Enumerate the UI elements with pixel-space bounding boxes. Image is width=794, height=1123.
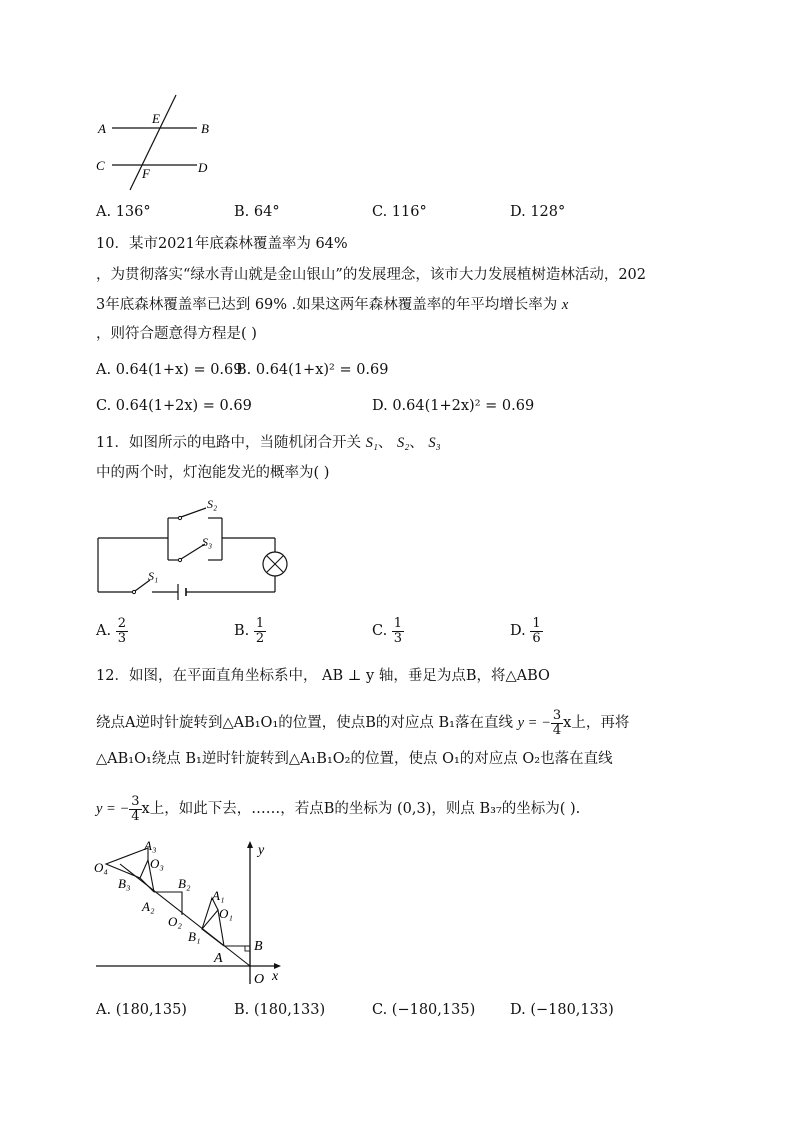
q11-sep-1: 、 — [377, 435, 393, 451]
q9-option-a[interactable]: A. 136° — [96, 204, 151, 220]
circuit-label-s1: S₁ — [148, 569, 159, 583]
q11-option-c[interactable] — [372, 617, 404, 645]
q12-option-b[interactable]: B. (180,133) — [234, 1002, 326, 1018]
fig-label-b3: B₃ — [118, 876, 131, 891]
q11-option-b-num: 1 — [255, 616, 265, 631]
q11-option-c-letter: C. — [372, 623, 388, 640]
fig-label-o: O — [254, 972, 265, 987]
q11-option-c-num: 1 — [393, 616, 403, 631]
fig-label-a2: A₂ — [142, 899, 155, 914]
q10-option-c[interactable]: C. 0.64(1+2x) = 0.69 — [96, 398, 252, 414]
q11-option-b[interactable] — [234, 617, 266, 645]
label-f: F — [142, 166, 150, 181]
q12-line-4-eq: y = − — [96, 801, 130, 818]
q12-option-c[interactable]: C. (−180,135) — [372, 1002, 476, 1018]
right-angle-mark — [245, 946, 250, 951]
q10-line-3-text: 3年底森林覆盖率已达到 69% .如果这两年森林覆盖率的年平均增长率为 — [96, 297, 558, 313]
fig-label-b1: B₁ — [188, 929, 201, 944]
fig-label-a1: A₁ — [212, 888, 225, 903]
q11-option-d-letter: D. — [510, 623, 526, 640]
q12-line-3: △AB₁O₁绕点 B₁逆时针旋转到△A₁B₁O₂的位置，使点 O₁的对应点 O₂也落在直线 — [96, 751, 613, 767]
q11-switch-s3: S₃ — [428, 435, 441, 451]
q12-line-4 — [96, 795, 580, 823]
q11-sep-2: 、 — [409, 435, 424, 451]
q12-line-2-frac-num: 3 — [552, 708, 562, 723]
q12-line-2-fraction — [551, 709, 563, 737]
q12-line-4-text: x上，如此下去，……，若点B的坐标为 (0,3)，则点 B₃₇的坐标为( ). — [141, 801, 581, 818]
circuit-figure — [92, 494, 302, 610]
fig-label-a: A — [214, 951, 223, 966]
q11-option-a-den: 3 — [117, 630, 126, 646]
q11-option-a-num: 2 — [117, 616, 126, 631]
q12-line-4-frac-den: 4 — [131, 808, 140, 824]
fig-label-b2: B₂ — [178, 876, 191, 891]
q11-line-1-text: 11．如图所示的电路中，当随机闭合开关 — [96, 435, 361, 451]
q9-option-d[interactable]: D. 128° — [510, 204, 566, 220]
fig-label-x: x — [272, 969, 279, 984]
fig-label-y: y — [258, 843, 265, 858]
q12-line-2-eq: y = − — [517, 715, 551, 732]
circuit-label-s2: S₂ — [207, 497, 218, 511]
q11-option-d[interactable] — [510, 617, 543, 645]
q11-option-a-letter: A. — [96, 623, 112, 640]
q11-option-d-num: 1 — [532, 616, 541, 631]
q10-option-a[interactable]: A. 0.64(1+x) = 0.69 — [96, 362, 243, 378]
q10-option-d[interactable]: D. 0.64(1+2x)² = 0.69 — [372, 398, 535, 414]
q11-option-d-fraction — [530, 617, 542, 645]
fig-label-o2: O₂ — [168, 914, 182, 929]
label-e: E — [152, 111, 160, 126]
label-b: B — [201, 121, 209, 136]
q11-option-b-den: 2 — [255, 630, 265, 646]
q11-option-b-fraction — [254, 617, 266, 645]
q10-variable-x: x — [561, 297, 569, 313]
fig-label-o4: O₄ — [94, 860, 108, 875]
q11-switch-s1: S₁ — [365, 435, 378, 451]
q11-option-d-den: 6 — [532, 630, 541, 646]
switch-s2-blade — [181, 508, 206, 517]
fig-label-o1: O₁ — [219, 906, 233, 921]
rotation-figure — [92, 838, 302, 988]
parallel-lines-figure — [92, 92, 222, 192]
label-c: C — [96, 158, 105, 173]
circuit-label-s3: S₃ — [202, 535, 213, 549]
q12-line-2-text-b: x上，再将 — [563, 715, 630, 732]
q12-line-2 — [96, 709, 629, 737]
q10-option-b[interactable]: B. 0.64(1+x)² = 0.69 — [236, 362, 389, 378]
q12-line-2-text-a: 绕点A逆时针旋转到△AB₁O₁的位置，使点B的对应点 B₁落在直线 — [96, 715, 513, 732]
q11-option-c-den: 3 — [393, 630, 403, 646]
q10-line-3 — [96, 298, 568, 313]
q12-line-4-fraction — [129, 795, 141, 823]
triangle-a2-b2-o2 — [154, 892, 182, 915]
q11-option-a[interactable] — [96, 617, 128, 645]
q12-line-4-frac-num: 3 — [131, 794, 140, 809]
q12-option-a[interactable]: A. (180,135) — [96, 1002, 187, 1018]
q11-option-b-letter: B. — [234, 623, 250, 640]
q11-switch-s2: S₂ — [396, 435, 410, 451]
q11-option-c-fraction — [392, 617, 404, 645]
q9-option-b[interactable]: B. 64° — [234, 204, 280, 220]
label-d: D — [198, 160, 208, 175]
fig-label-b: B — [254, 939, 263, 954]
label-a: A — [98, 121, 106, 136]
q11-line-1 — [96, 436, 441, 451]
q12-line-2-frac-den: 4 — [552, 722, 562, 738]
transversal-line — [130, 95, 176, 190]
q9-option-c[interactable]: C. 116° — [372, 204, 427, 220]
q10-line-2: ，为贯彻落实“绿水青山就是金山银山”的发展理念，该市大力发展植树造林活动，202 — [96, 267, 646, 283]
y-axis-arrow — [247, 841, 253, 848]
q12-line-1: 12．如图，在平面直角坐标系中， AB ⊥ y 轴，垂足为点B，将△ABO — [96, 668, 550, 684]
q10-line-4: ，则符合题意得方程是( ) — [96, 326, 257, 342]
q12-option-d[interactable]: D. (−180,133) — [510, 1002, 614, 1018]
q11-line-2: 中的两个时，灯泡能发光的概率为( ) — [96, 465, 330, 481]
q11-option-a-fraction — [116, 617, 128, 645]
q10-line-1: 10．某市2021年底森林覆盖率为 64% — [96, 236, 348, 252]
fig-label-o3: O₃ — [150, 856, 164, 871]
fig-label-a3: A₃ — [144, 838, 157, 853]
